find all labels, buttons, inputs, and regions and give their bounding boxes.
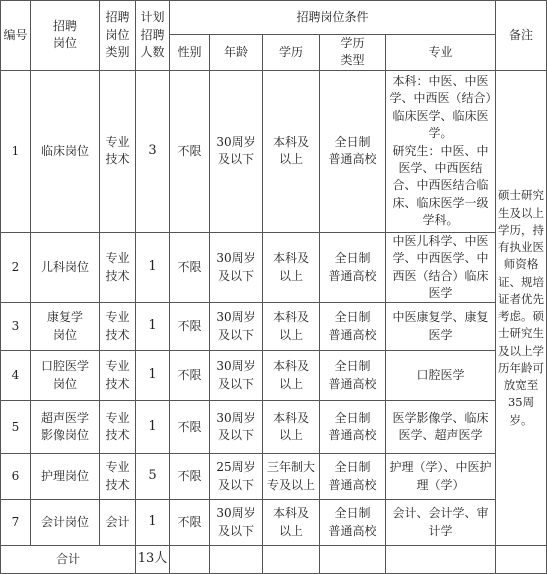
gender-requirement: 不限 [170, 232, 210, 303]
age-requirement: 30周岁 及以下 [210, 303, 263, 351]
planned-count: 3 [136, 70, 170, 232]
row-number: 1 [1, 70, 31, 232]
gender-requirement: 不限 [170, 454, 210, 500]
education-requirement: 本科及 以上 [263, 500, 320, 546]
row-number: 6 [1, 454, 31, 500]
total-count: 13人 [136, 546, 170, 574]
education-type: 全日制 普通高校 [320, 500, 386, 546]
header-no: 编号 [1, 1, 31, 71]
gender-requirement: 不限 [170, 500, 210, 546]
major-requirement: 会计、会计学、审计学 [386, 500, 496, 546]
education-type: 全日制 普通高校 [320, 303, 386, 351]
position-category: 专业 技术 [100, 351, 136, 401]
education-requirement: 本科及 以上 [263, 401, 320, 454]
empty-cell [170, 546, 210, 574]
education-type: 全日制 普通高校 [320, 454, 386, 500]
position-name: 康复学 岗位 [31, 303, 100, 351]
position-name: 护理岗位 [31, 454, 100, 500]
row-number: 5 [1, 401, 31, 454]
row-number: 3 [1, 303, 31, 351]
major-requirement: 口腔医学 [386, 351, 496, 401]
empty-cell [263, 546, 320, 574]
position-category: 专业 技术 [100, 454, 136, 500]
empty-cell [210, 546, 263, 574]
age-requirement: 30周岁 及以下 [210, 70, 263, 232]
education-type: 全日制 普通高校 [320, 70, 386, 232]
education-type: 全日制 普通高校 [320, 351, 386, 401]
position-category: 专业 技术 [100, 401, 136, 454]
header-category: 招聘 岗位 类别 [100, 1, 136, 71]
header-row-1 [1, 1, 547, 35]
table-row [1, 232, 547, 303]
age-requirement: 30周岁 及以下 [210, 232, 263, 303]
major-requirement: 中医儿科学、中医学、中西医学、中西医（结合）临床医学 [386, 232, 496, 303]
empty-cell [320, 546, 386, 574]
education-requirement: 本科及 以上 [263, 70, 320, 232]
header-edu-type: 学历 类型 [320, 35, 386, 71]
header-education: 学历 [263, 35, 320, 71]
education-type: 全日制 普通高校 [320, 232, 386, 303]
major-requirement: 本科：中医、中医学、中西医（结合）临床医学、临床医学。 研究生：中医、中医学、中西医结合、中西医结合临床、临床医学一级学科。 [386, 70, 496, 232]
age-requirement: 30周岁 及以下 [210, 500, 263, 546]
education-type: 全日制 普通高校 [320, 401, 386, 454]
row-number: 2 [1, 232, 31, 303]
position-name: 口腔医学 岗位 [31, 351, 100, 401]
header-remarks: 备注 [496, 1, 547, 71]
age-requirement: 25周岁 及以下 [210, 454, 263, 500]
major-requirement: 医学影像学、临床医学、超声医学 [386, 401, 496, 454]
planned-count: 1 [136, 303, 170, 351]
table-row [1, 70, 547, 232]
position-name: 临床岗位 [31, 70, 100, 232]
planned-count: 5 [136, 454, 170, 500]
gender-requirement: 不限 [170, 70, 210, 232]
position-name: 儿科岗位 [31, 232, 100, 303]
header-conditions: 招聘岗位条件 [170, 1, 496, 35]
planned-count: 1 [136, 401, 170, 454]
header-age: 年龄 [210, 35, 263, 71]
row-number: 4 [1, 351, 31, 401]
gender-requirement: 不限 [170, 351, 210, 401]
table-row [1, 351, 547, 401]
major-requirement: 护理（学）、中医护理（学） [386, 454, 496, 500]
header-gender: 性别 [170, 35, 210, 71]
planned-count: 1 [136, 232, 170, 303]
age-requirement: 30周岁 及以下 [210, 401, 263, 454]
planned-count: 1 [136, 351, 170, 401]
header-major: 专业 [386, 35, 496, 71]
empty-cell [496, 546, 547, 574]
table-row [1, 500, 547, 546]
age-requirement: 30周岁 及以下 [210, 351, 263, 401]
row-number: 7 [1, 500, 31, 546]
education-requirement: 本科及 以上 [263, 232, 320, 303]
total-label: 合计 [1, 546, 136, 574]
gender-requirement: 不限 [170, 303, 210, 351]
empty-cell [386, 546, 496, 574]
position-category: 专业 技术 [100, 70, 136, 232]
position-category: 专业 技术 [100, 232, 136, 303]
table-row [1, 401, 547, 454]
major-requirement: 中医康复学、康复医学 [386, 303, 496, 351]
remarks-note: 硕士研究生及以上学历，持有执业医师资格证、规培证者优先考虑。硕士研究生及以上学历年龄可放宽至35周岁。 [496, 70, 547, 546]
header-position: 招聘 岗位 [31, 1, 100, 71]
gender-requirement: 不限 [170, 401, 210, 454]
education-requirement: 本科及 以上 [263, 303, 320, 351]
table-row [1, 303, 547, 351]
position-name: 会计岗位 [31, 500, 100, 546]
header-planned: 计划 招聘 人数 [136, 1, 170, 71]
position-name: 超声医学 影像岗位 [31, 401, 100, 454]
position-category: 会计 [100, 500, 136, 546]
education-requirement: 三年制大 专及以上 [263, 454, 320, 500]
table-row [1, 454, 547, 500]
education-requirement: 本科及 以上 [263, 351, 320, 401]
total-row [1, 546, 547, 574]
position-category: 专业 技术 [100, 303, 136, 351]
planned-count: 1 [136, 500, 170, 546]
